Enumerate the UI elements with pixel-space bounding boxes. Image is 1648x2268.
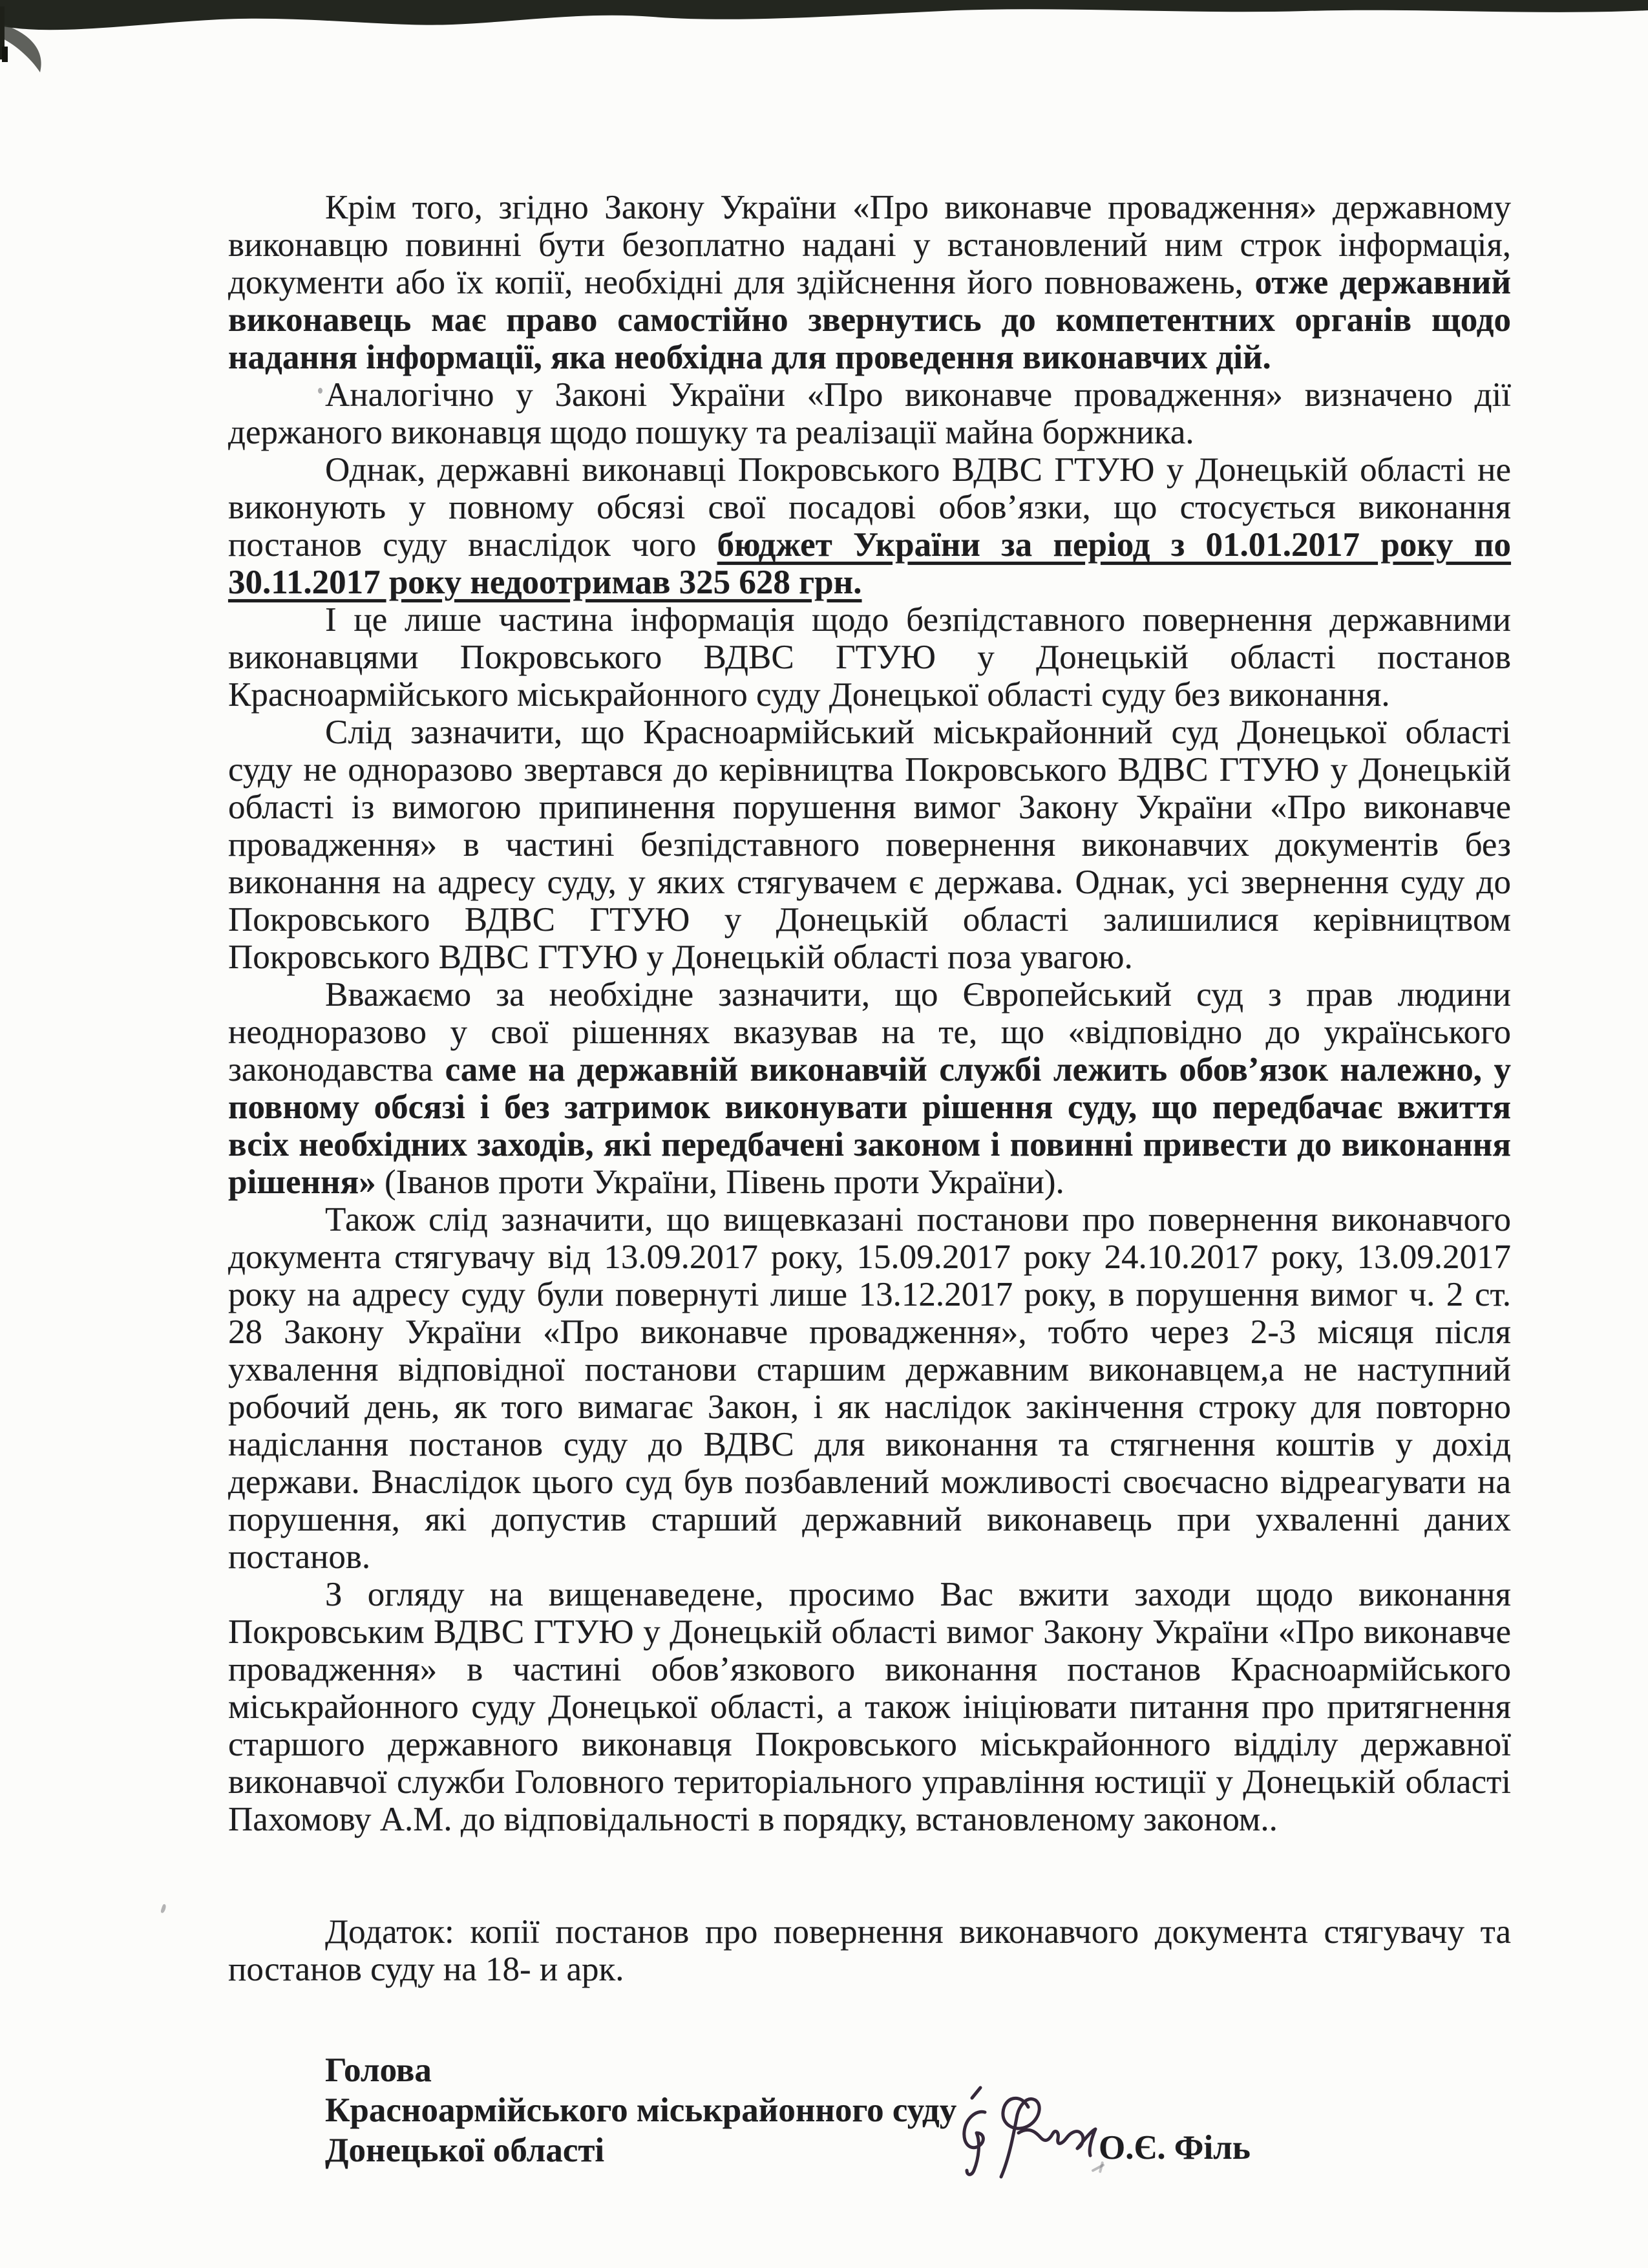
paragraph-8-text: З огляду на вищенаведене, просимо Вас вжити заходи щодо виконання Покровським ВДВС ГТУЮ у Донецькій області вимог Закону України «Про виконавче провадження» в частині обов’язкового виконання постанов Красноармійського міськрайонного суду Донецької області, а також ініціювати питання про притягнення старшого державного виконавця Покровського міськрайонного відділу державної виконавчої служби Головного територіального управління юстиції у Донецькій області Пахомову А.М. до відповідальності в порядку, встановленому законом.. <box>228 1576 1511 1838</box>
signer-position-line-3: Донецької області <box>325 2132 605 2169</box>
document-body <box>228 189 1511 2170</box>
scan-speck <box>318 388 322 394</box>
paragraph-5-text: Слід зазначити, що Красноармійський міськрайонний суд Донецької області суду не одноразово звертався до керівництва Покровського ВДВС ГТУЮ у Донецькій області із вимогою припинення порушення вимог Закону України «Про виконавче провадження» в частині безпідставного повернення виконавчих документів без виконання на адресу суду, у яких стягувачем є держава. Однак, усі звернення суду до Покровського ВДВС ГТУЮ у Донецькій області залишилися керівництвом Покровського ВДВС ГТУЮ у Донецькій області поза увагою. <box>228 714 1511 976</box>
signer-name: О.Є. Філь <box>1099 2129 1251 2167</box>
paragraph-6-tail-text: (Іванов проти України, Півень проти України). <box>375 1163 1064 1201</box>
scan-speck <box>160 1903 167 1913</box>
paragraph-1 <box>228 189 1511 376</box>
paragraph-6-text: Вважаємо за необхідне зазначити, що Європейський суд з прав людини неодноразово у свої рішеннях вказував на те, що «відповідно до українського законодавства <box>228 976 1511 1088</box>
signer-position-line-1: Голова <box>325 2051 432 2089</box>
attachment-text: Додаток: копії постанов про повернення виконавчого документа стягувачу та постанов суду на 18- и арк. <box>228 1913 1511 1988</box>
paragraph-4-text: І це лише частина інформація щодо безпідставного повернення державними виконавцями Покровського ВДВС ГТУЮ у Донецькій області постанов Красноармійського міськрайонного суду Донецької області суду без виконання. <box>228 601 1511 714</box>
paragraph-6 <box>228 976 1511 1201</box>
handwritten-signature <box>950 2077 1112 2190</box>
paragraph-7 <box>228 1201 1511 1576</box>
paragraph-1-bold-text: отже державний виконавець має право самостійно звернутись до компетентних органів щодо надання інформації, яка необхідна для проведення виконавчих дій. <box>228 264 1511 376</box>
paragraph-6-bold-text: саме на державній виконавчій службі лежить обов’язок належно, у повному обсязі і без затримок виконувати рішення суду, що передбачає вжиття всіх необхідних заходів, які передбачені законом і повинні привести до виконання рішення» <box>228 1051 1511 1201</box>
paragraph-5 <box>228 714 1511 976</box>
paragraph-3-bold-underline-text: бюджет України за період з 01.01.2017 року по 30.11.2017 року недоотримав 325 628 грн. <box>228 526 1511 601</box>
paragraph-4 <box>228 601 1511 714</box>
signature-block <box>228 2050 1511 2170</box>
paragraph-3 <box>228 451 1511 601</box>
paragraph-2-text: Аналогічно у Законі України «Про виконавче провадження» визначено дії держаного виконавця щодо пошуку та реалізації майна боржника. <box>228 376 1511 451</box>
paragraph-8 <box>228 1576 1511 1838</box>
paragraph-3-text: Однак, державні виконавці Покровського ВДВС ГТУЮ у Донецькій області не виконують у повному обсязі свої посадові обов’язки, що стосується виконання постанов суду внаслідок чого <box>228 451 1511 564</box>
signer-position-line-2: Красноармійського міськрайонного суду <box>325 2092 957 2129</box>
attachment-note <box>228 1913 1511 1988</box>
paragraph-1-text: Крім того, згідно Закону України «Про виконавче провадження» державному виконавцю повинні бути безоплатно надані у встановлений ним строк інформація, документи або їх копії, необхідні для здійснення його повноважень, <box>228 189 1511 301</box>
scan-edge-artifact <box>0 0 1648 194</box>
paragraph-7-text: Також слід зазначити, що вищевказані постанови про повернення виконавчого документа стягувачу від 13.09.2017 року, 15.09.2017 року 24.10.2017 року, 13.09.2017 року на адресу суду були повернуті лише 13.12.2017 року, в порушення вимог ч. 2 ст. 28 Закону України «Про виконавче провадження», тобто через 2-3 місяця після ухвалення відповідної постанови старшим державним виконавцем,а не наступний робочий день, як того вимагає Закон, і як наслідок закінчення строку для повторно надіслання постанов суду до ВДВС для виконання та стягнення коштів у дохід держави. Внаслідок цього суд був позбавлений можливості своєчасно відреагувати на порушення, які допустив старший державний виконавець при ухваленні даних постанов. <box>228 1201 1511 1576</box>
paragraph-2 <box>228 376 1511 451</box>
